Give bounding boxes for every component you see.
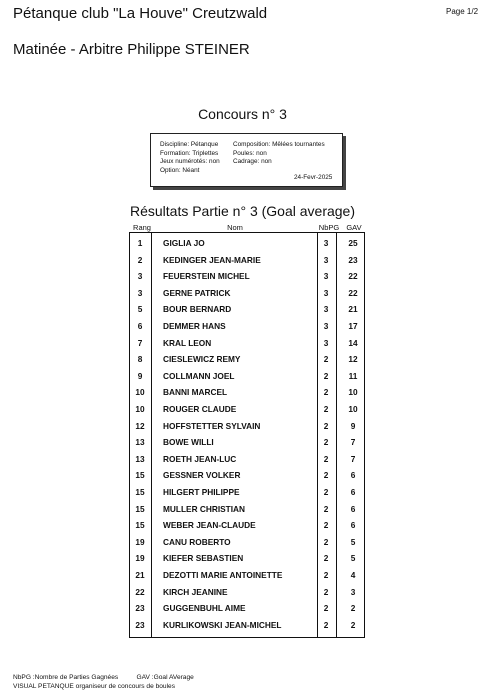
cell-nbpg: 3	[323, 271, 329, 282]
cell-gav: 4	[350, 570, 356, 580]
cell-nbpg: 2	[323, 520, 329, 531]
table-row	[130, 550, 364, 567]
cell-nom: GESSNER VOLKER	[163, 470, 241, 481]
session-title: Matinée - Arbitre Philippe STEINER	[13, 41, 250, 58]
table-row	[130, 484, 364, 501]
table-row	[130, 617, 364, 634]
table-row	[130, 268, 364, 285]
cell-nom: KIEFER SEBASTIEN	[163, 553, 244, 564]
cell-nbpg: 3	[323, 238, 329, 248]
cell-gav: 17	[348, 321, 358, 331]
cell-rang: 13	[135, 453, 145, 464]
table-row	[130, 534, 364, 551]
cell-nbpg: 2	[323, 437, 329, 448]
cell-gav: 25	[348, 238, 358, 248]
table-row	[130, 351, 364, 368]
cell-nbpg: 2	[323, 354, 329, 365]
column-header-rang: Rang	[133, 223, 151, 232]
cell-rang: 15	[135, 503, 145, 514]
cell-nbpg: 2	[323, 387, 329, 398]
cell-rang: 15	[135, 487, 145, 497]
column-header-gav: GAV	[346, 223, 362, 232]
cell-nbpg: 2	[323, 619, 329, 630]
cell-gav: 22	[348, 287, 358, 298]
info-option: Option: Néant	[160, 166, 200, 174]
table-row	[130, 451, 364, 468]
contest-info-box	[150, 133, 343, 187]
cell-nbpg: 2	[323, 470, 329, 481]
cell-nom: GUGGENBUHL AIME	[163, 603, 246, 614]
cell-nbpg: 2	[323, 370, 329, 381]
cell-rang: 22	[135, 586, 145, 597]
cell-rang: 2	[137, 254, 143, 265]
cell-gav: 21	[348, 304, 358, 315]
table-row	[130, 501, 364, 518]
cell-nom: KEDINGER JEAN-MARIE	[163, 254, 261, 265]
cell-nbpg: 2	[323, 586, 329, 597]
table-row	[130, 384, 364, 401]
cell-gav: 7	[350, 437, 356, 448]
cell-rang: 8	[137, 354, 143, 365]
cell-nom: CANU ROBERTO	[163, 536, 231, 547]
cell-gav: 5	[350, 536, 356, 547]
table-row	[130, 252, 364, 269]
results-title: Résultats Partie n° 3 (Goal average)	[129, 203, 356, 219]
cell-rang: 19	[135, 553, 145, 564]
cell-nbpg: 2	[323, 536, 329, 547]
cell-nom: DEZOTTI MARIE ANTOINETTE	[163, 570, 283, 580]
cell-nom: WEBER JEAN-CLAUDE	[163, 520, 256, 531]
cell-nom: COLLMANN JOEL	[163, 370, 235, 381]
cell-rang: 6	[137, 321, 143, 331]
cell-nom: MULLER CHRISTIAN	[163, 503, 246, 514]
info-formation: Formation: Triplettes	[160, 149, 219, 157]
cell-nom: ROETH JEAN-LUC	[163, 453, 237, 464]
cell-gav: 6	[350, 520, 356, 531]
table-row	[130, 434, 364, 451]
cell-gav: 2	[350, 619, 356, 630]
cell-nbpg: 3	[323, 304, 329, 315]
table-row	[130, 517, 364, 534]
cell-rang: 7	[137, 337, 143, 348]
cell-nbpg: 2	[323, 487, 329, 497]
info-composition: Composition: Mêlées tournantes	[233, 141, 325, 148]
cell-nom: KIRCH JEANINE	[163, 586, 228, 597]
cell-nom: GERNE PATRICK	[163, 287, 231, 298]
cell-gav: 22	[348, 271, 358, 282]
cell-rang: 23	[135, 603, 145, 614]
info-date: 24-Fevr-2025	[294, 174, 333, 181]
cell-rang: 19	[135, 536, 145, 547]
cell-gav: 7	[350, 453, 356, 464]
cell-rang: 21	[135, 570, 145, 580]
cell-nom: KRAL LEON	[163, 337, 212, 348]
cell-rang: 10	[135, 387, 145, 398]
cell-nom: ROUGER CLAUDE	[163, 404, 237, 414]
cell-nom: DEMMER HANS	[163, 321, 226, 331]
cell-gav: 23	[348, 254, 358, 265]
cell-nbpg: 2	[323, 553, 329, 564]
cell-gav: 11	[348, 370, 358, 381]
table-row	[130, 418, 364, 435]
cell-rang: 3	[137, 287, 143, 298]
cell-gav: 3	[350, 586, 356, 597]
cell-rang: 1	[137, 238, 143, 248]
cell-gav: 14	[348, 337, 358, 348]
cell-nbpg: 3	[323, 321, 329, 331]
cell-nom: GIGLIA JO	[163, 238, 205, 248]
cell-nom: BOUR BERNARD	[163, 304, 232, 315]
column-header-nbpg: NbPG	[318, 223, 340, 232]
cell-rang: 10	[135, 404, 145, 414]
cell-rang: 15	[135, 520, 145, 531]
cell-nom: BANNI MARCEL	[163, 387, 228, 398]
cell-nbpg: 3	[323, 287, 329, 298]
cell-nbpg: 2	[323, 570, 329, 580]
cell-gav: 10	[348, 387, 358, 398]
table-row	[130, 335, 364, 352]
cell-rang: 5	[137, 304, 143, 315]
table-row	[130, 584, 364, 601]
table-row	[130, 567, 364, 584]
cell-rang: 15	[135, 470, 145, 481]
table-row	[130, 301, 364, 318]
cell-rang: 13	[135, 437, 145, 448]
cell-nom: KURLIKOWSKI JEAN-MICHEL	[163, 619, 282, 630]
cell-rang: 3	[137, 271, 143, 282]
cell-nom: HOFFSTETTER SYLVAIN	[163, 420, 261, 431]
info-discipline: Discipline: Pétanque	[160, 141, 219, 148]
cell-gav: 6	[350, 470, 356, 481]
cell-nbpg: 2	[323, 503, 329, 514]
cell-nom: BOWE WILLI	[163, 437, 214, 448]
cell-gav: 10	[348, 404, 358, 414]
cell-gav: 2	[350, 603, 356, 614]
cell-nom: HILGERT PHILIPPE	[163, 487, 240, 497]
cell-gav: 12	[348, 354, 358, 365]
contest-title: Concours n° 3	[198, 106, 287, 122]
club-title: Pétanque club "La Houve" Creutzwald	[13, 5, 268, 22]
info-cadrage: Cadrage: non	[233, 158, 272, 166]
cell-rang: 12	[135, 420, 145, 431]
table-row	[130, 600, 364, 617]
page-number: Page 1/2	[446, 7, 479, 16]
cell-gav: 6	[350, 487, 356, 497]
table-row	[130, 285, 364, 302]
footer-credit: VISUAL PETANQUE organiseur de concours de boules	[13, 683, 175, 690]
column-header-nom: Nom	[227, 223, 243, 232]
cell-gav: 5	[350, 553, 356, 564]
table-row	[130, 467, 364, 484]
cell-nom: FEUERSTEIN MICHEL	[163, 271, 250, 282]
results-table	[129, 232, 365, 638]
cell-nbpg: 3	[323, 254, 329, 265]
table-row	[130, 401, 364, 418]
cell-nbpg: 2	[323, 603, 329, 614]
cell-nbpg: 2	[323, 404, 329, 414]
cell-nom: CIESLEWICZ REMY	[163, 354, 241, 365]
cell-nbpg: 2	[323, 420, 329, 431]
table-row	[130, 368, 364, 385]
cell-gav: 6	[350, 503, 356, 514]
footer-legend: NbPG :Nombre de Parties Gagnées GAV :Goal AVerage	[13, 674, 194, 681]
table-row	[130, 235, 364, 252]
info-poules: Poules: non	[233, 149, 267, 157]
cell-gav: 9	[350, 420, 356, 431]
cell-rang: 23	[135, 619, 145, 630]
info-jeux: Jeux numérotés: non	[160, 158, 220, 166]
cell-rang: 9	[137, 370, 143, 381]
cell-nbpg: 2	[323, 453, 329, 464]
cell-nbpg: 3	[323, 337, 329, 348]
table-row	[130, 318, 364, 335]
